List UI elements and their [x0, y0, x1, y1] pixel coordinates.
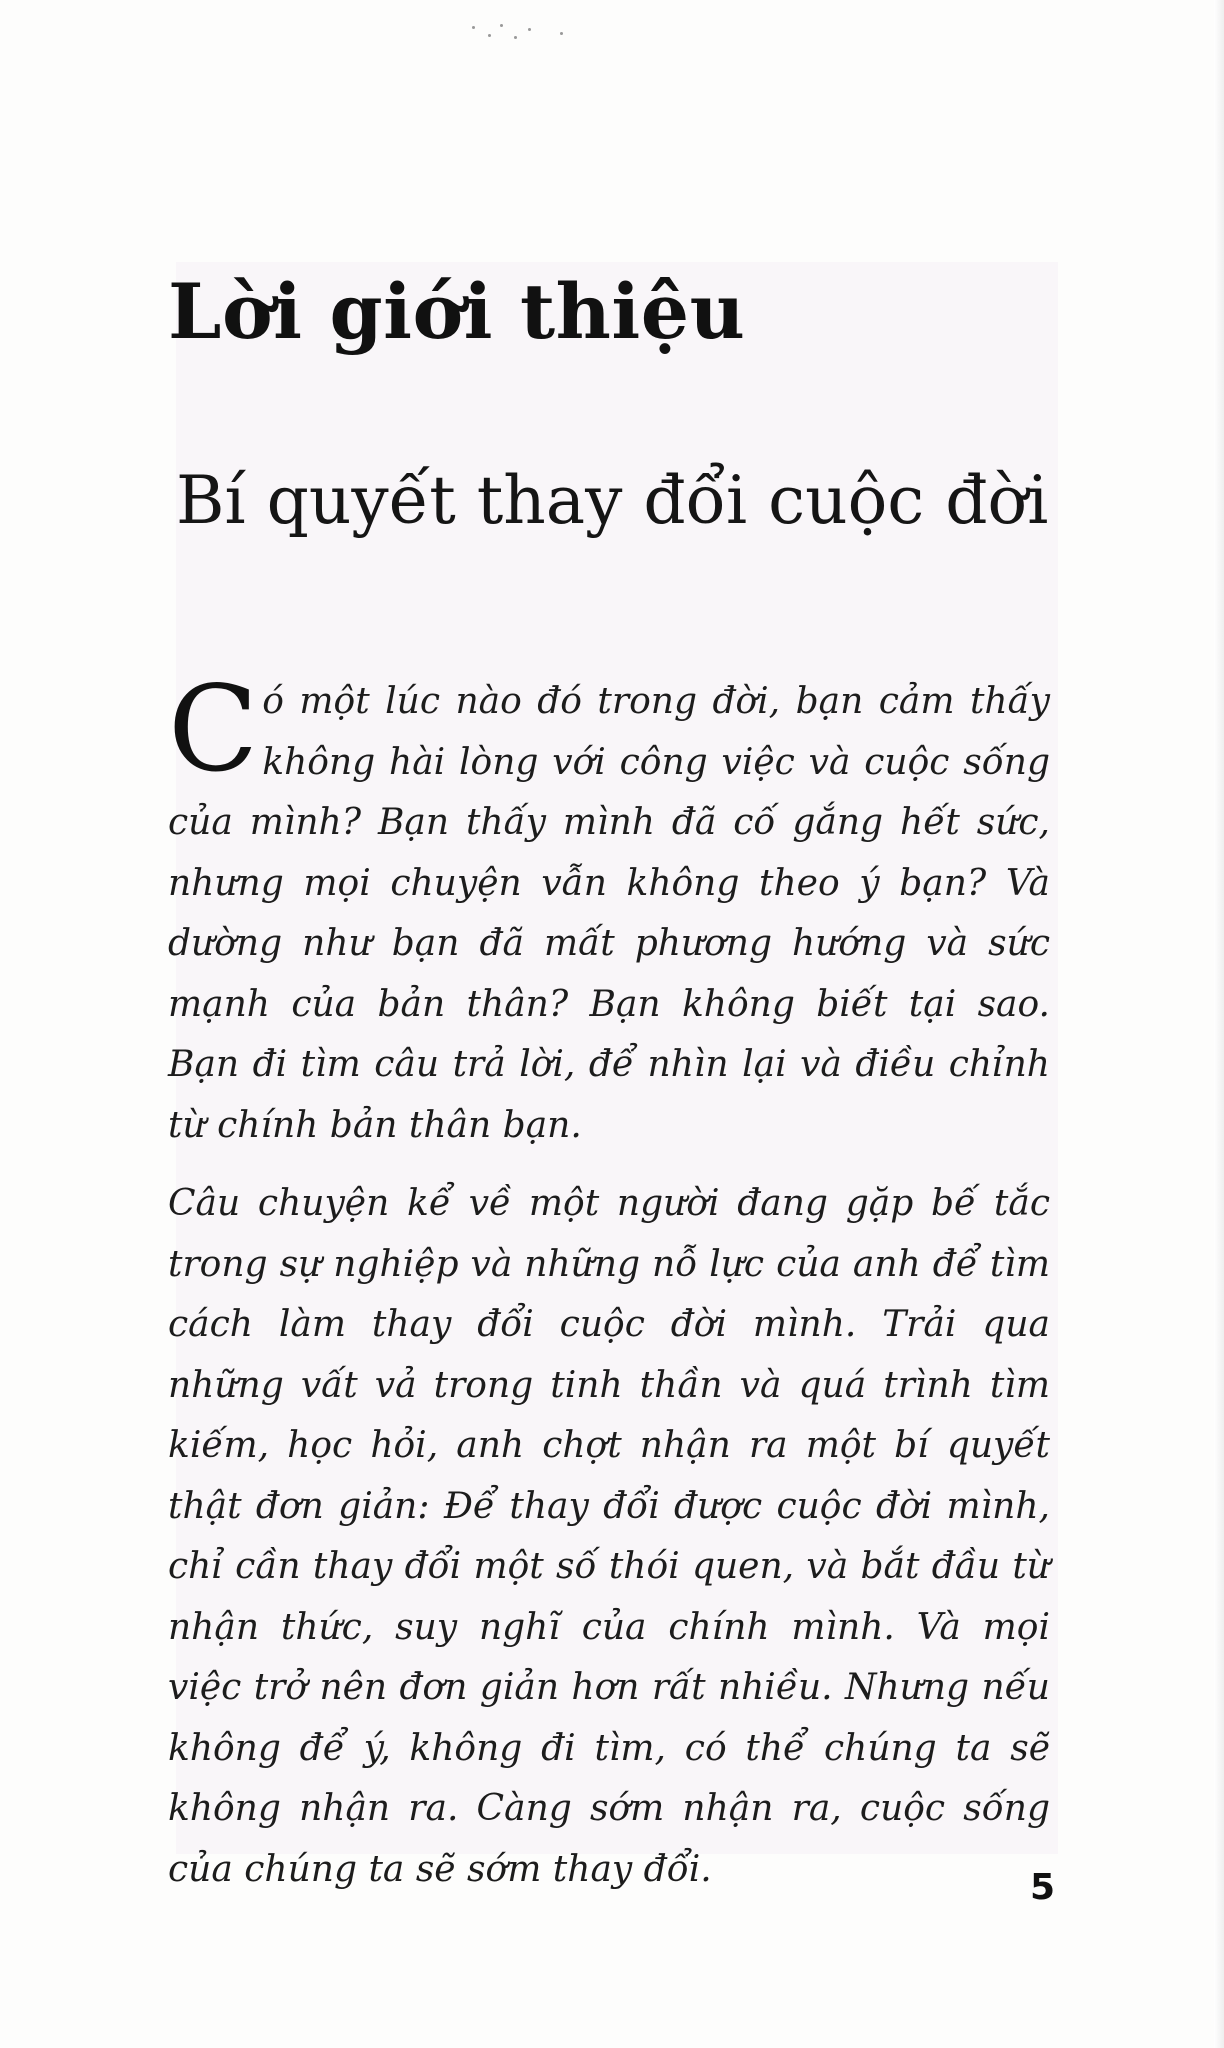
paper-speckles [470, 22, 570, 42]
drop-cap: C [168, 660, 259, 798]
paragraph-2: Câu chuyện kể về một người đang gặp bế tắc trong sự nghiệp và những nỗ lực của anh để tìm cách làm thay đổi cuộc đời mình. Trải qua những vất vả trong tinh thần và quá trình tìm kiếm, học hỏi, anh chợt nhận ra một bí quyết thật đơn giản: Để thay đổi được cuộc đời mình, chỉ cần thay đổi một số thói quen, và bắt đầu từ nhận thức, suy nghĩ của chính mình. Và mọi việc trở nên đơn giản hơn rất nhiều. Nhưng nếu không để ý, không đi tìm, có thể chúng ta sẽ không nhận ra. Càng sớm nhận ra, cuộc sống của chúng ta sẽ sớm thay đổi. [168, 1183, 1050, 1890]
chapter-heading: Lời giới thiệu [168, 267, 746, 356]
paragraph-1-text: ó một lúc nào đó trong đời, bạn cảm thấy không hài lòng với công việc và cuộc sống của mình? Bạn thấy mình đã cố gắng hết sức, nhưng mọi chuyện vẫn không theo ý bạn? Và dường như bạn đã mất phương hướng và sức mạnh của bản thân? Bạn không biết tại sao. Bạn đi tìm câu trả lời, để nhìn lại và điều chỉnh từ chính bản thân bạn. [168, 681, 1050, 1146]
page-edge [1214, 0, 1224, 2048]
page-number: 5 [1030, 1867, 1056, 1908]
body-text [168, 660, 1050, 1900]
chapter-subtitle: Bí quyết thay đổi cuộc đời [176, 462, 1049, 539]
paragraph-1 [168, 660, 1050, 1156]
